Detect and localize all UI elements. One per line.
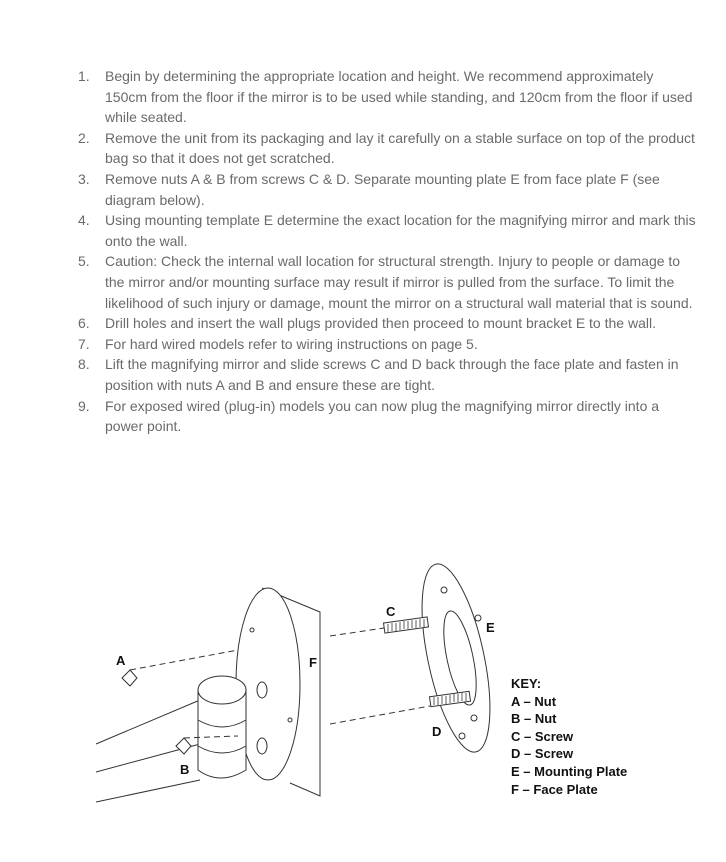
- label-a: A: [116, 653, 126, 668]
- instruction-step: [78, 251, 698, 313]
- step-text: Remove the unit from its packaging and lay it carefully on a stable surface on top of the product bag so that it does not get scratched.: [105, 129, 695, 167]
- step-text: Remove nuts A & B from screws C & D. Separate mounting plate E from face plate F (see diagram below).: [105, 170, 660, 208]
- alignment-line: [330, 706, 430, 724]
- alignment-line: [330, 628, 384, 636]
- instruction-step: [78, 66, 698, 128]
- screw-c: [384, 617, 429, 633]
- mounting-plate-outer: [409, 558, 504, 757]
- step-text: For exposed wired (plug-in) models you can now plug the magnifying mirror directly into a power point.: [105, 397, 660, 435]
- knob-top: [198, 676, 246, 704]
- step-number: 8.: [78, 356, 90, 373]
- mounting-plate-hole: [475, 615, 481, 621]
- step-text: Drill holes and insert the wall plugs provided then proceed to mount bracket E to the wall.: [105, 315, 656, 332]
- key-item: F – Face Plate: [511, 781, 598, 797]
- key-item: C – Screw: [511, 728, 574, 744]
- exploded-diagram: [0, 540, 726, 857]
- key-title: KEY:: [511, 676, 542, 691]
- step-number: 9.: [78, 397, 90, 414]
- nut-a: [122, 670, 137, 686]
- step-number: 3.: [78, 170, 90, 187]
- key-item: E – Mounting Plate: [511, 763, 628, 779]
- mirror-arm-line: [96, 780, 200, 802]
- step-text: For hard wired models refer to wiring instructions on page 5.: [105, 335, 478, 352]
- step-number: 6.: [78, 315, 90, 332]
- label-f: F: [309, 655, 317, 670]
- instruction-step: [78, 210, 698, 251]
- label-d: D: [432, 724, 442, 739]
- step-text: Using mounting template E determine the exact location for the magnifying mirror and mark this onto the wall.: [105, 212, 696, 249]
- knob-stub: [257, 738, 267, 754]
- key-item: D – Screw: [511, 746, 574, 762]
- instruction-step: [78, 396, 698, 437]
- instruction-step: [78, 128, 698, 169]
- step-number: 7.: [78, 335, 90, 352]
- key-item: B – Nut: [511, 711, 557, 727]
- nut-b: [176, 738, 191, 754]
- key-item: A – Nut: [511, 693, 557, 709]
- step-number: 1.: [78, 68, 90, 84]
- step-text: Begin by determining the appropriate location and height. We recommend approximately 150cm from the floor if the mirror is to be used while standing, and 120cm from the floor if used while seated.: [105, 68, 693, 126]
- mirror-arm-line: [96, 700, 200, 744]
- label-b: B: [180, 762, 190, 777]
- label-e: E: [486, 620, 495, 635]
- instruction-step: [78, 313, 698, 334]
- knob-stub: [257, 682, 267, 698]
- step-number: 4.: [78, 212, 90, 229]
- instruction-step: [78, 169, 698, 210]
- instruction-list: [78, 66, 698, 437]
- alignment-line: [130, 650, 238, 670]
- instruction-step: [78, 354, 698, 395]
- instruction-step: [78, 334, 698, 355]
- label-c: C: [386, 604, 396, 619]
- step-number: 2.: [78, 129, 90, 146]
- step-number: 5.: [78, 253, 90, 270]
- step-text: Caution: Check the internal wall location for structural strength. Injury to people or damage to the mirror and/or mounting surface may result if mirror is pulled from the surface. To limit the likelihood of such injury or damage, mount the mirror on a structural wall material that is sound.: [105, 253, 693, 311]
- diagram-key: [511, 675, 627, 798]
- step-text: Lift the magnifying mirror and slide screws C and D back through the face plate and fasten in position with nuts A and B and ensure these are tight.: [105, 356, 679, 393]
